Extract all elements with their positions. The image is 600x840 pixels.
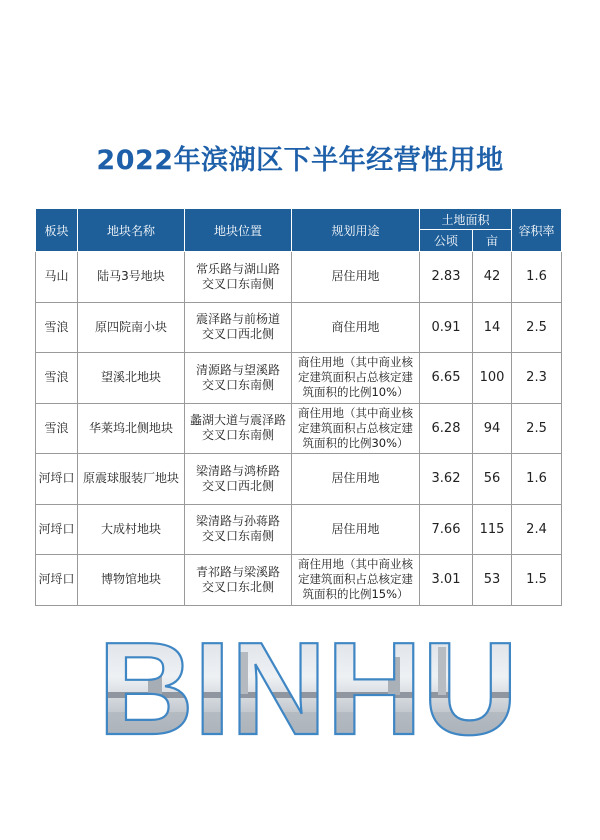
cell-plot-ratio: 2.3 [512,353,562,404]
cell-parcel-name: 望溪北地块 [78,353,185,404]
table-row [36,353,562,404]
cell-parcel-name: 陆马3号地块 [78,252,185,303]
header-location: 地块位置 [185,209,292,252]
cell-district: 雪浪 [36,353,78,404]
location-line-2: 交叉口东南侧 [201,377,274,392]
cell-hectares: 0.91 [420,302,473,353]
cell-hectares: 3.01 [420,555,473,606]
binhu-logo [88,622,528,744]
cell-hectares: 2.83 [420,252,473,303]
cell-hectares: 6.65 [420,353,473,404]
cell-district: 雪浪 [36,403,78,454]
location-line-2: 交叉口东北侧 [201,579,274,594]
cell-location [185,353,292,404]
cell-location [185,504,292,555]
cell-mu: 53 [473,555,512,606]
page-title: 2022年滨湖区下半年经营性用地 [96,145,504,176]
location-line-2: 交叉口西北侧 [201,327,274,342]
location-line-1: 震泽路与前杨道 [195,312,280,327]
cell-mu: 94 [473,403,512,454]
table-row [36,403,562,454]
cell-location [185,403,292,454]
cell-location [185,252,292,303]
cell-parcel-name: 华莱坞北侧地块 [78,403,185,454]
cell-plot-ratio: 2.5 [512,403,562,454]
location-line-1: 常乐路与湖山路 [195,261,280,276]
cell-planned-use: 商住用地（其中商业核定建筑面积占总核定建筑面积的比例10%） [292,353,420,404]
cell-district: 雪浪 [36,302,78,353]
cell-district: 河埒口 [36,504,78,555]
table-row [36,555,562,606]
cell-planned-use: 商住用地（其中商业核定建筑面积占总核定建筑面积的比例30%） [292,403,420,454]
cell-parcel-name: 原四院南小块 [78,302,185,353]
location-line-1: 清源路与望溪路 [195,362,280,377]
cell-plot-ratio: 1.6 [512,252,562,303]
cell-district: 河埒口 [36,555,78,606]
land-table [35,208,562,606]
location-line-1: 梁清路与鸿桥路 [195,463,280,478]
cell-mu: 100 [473,353,512,404]
cell-parcel-name: 原震球服装厂地块 [78,454,185,505]
cell-hectares: 6.28 [420,403,473,454]
header-district: 板块 [36,209,78,252]
cell-planned-use: 居住用地 [292,504,420,555]
table-header [36,209,562,252]
cell-hectares: 3.62 [420,454,473,505]
cell-planned-use: 商住用地 [292,302,420,353]
cell-mu: 42 [473,252,512,303]
header-plot-ratio: 容积率 [512,209,562,252]
cell-plot-ratio: 1.5 [512,555,562,606]
cell-plot-ratio: 1.6 [512,454,562,505]
cell-mu: 115 [473,504,512,555]
header-planned-use: 规划用途 [292,209,420,252]
location-line-2: 交叉口东南侧 [201,428,274,443]
location-line-2: 交叉口东南侧 [201,276,274,291]
cell-planned-use: 商住用地（其中商业核定建筑面积占总核定建筑面积的比例15%） [292,555,420,606]
cell-parcel-name: 博物馆地块 [78,555,185,606]
header-hectare: 公顷 [420,230,473,252]
location-line-1: 蠡湖大道与震泽路 [189,413,286,428]
cell-planned-use: 居住用地 [292,454,420,505]
cell-parcel-name: 大成村地块 [78,504,185,555]
cell-plot-ratio: 2.4 [512,504,562,555]
location-line-1: 梁清路与孙蒋路 [195,514,280,529]
cell-location [185,555,292,606]
cell-mu: 14 [473,302,512,353]
cell-location [185,454,292,505]
cell-planned-use: 居住用地 [292,252,420,303]
location-line-2: 交叉口东南侧 [201,529,274,544]
logo-text: BINHU [98,622,518,744]
table-row [36,504,562,555]
table-row [36,454,562,505]
header-parcel-name: 地块名称 [78,209,185,252]
cell-plot-ratio: 2.5 [512,302,562,353]
header-mu: 亩 [473,230,512,252]
location-line-2: 交叉口西北侧 [201,478,274,493]
cell-mu: 56 [473,454,512,505]
cell-district: 马山 [36,252,78,303]
cell-hectares: 7.66 [420,504,473,555]
table-row [36,302,562,353]
table-row [36,252,562,303]
header-land-area: 土地面积 [420,209,512,230]
location-line-1: 青祁路与梁溪路 [195,564,280,579]
cell-location [185,302,292,353]
cell-district: 河埒口 [36,454,78,505]
